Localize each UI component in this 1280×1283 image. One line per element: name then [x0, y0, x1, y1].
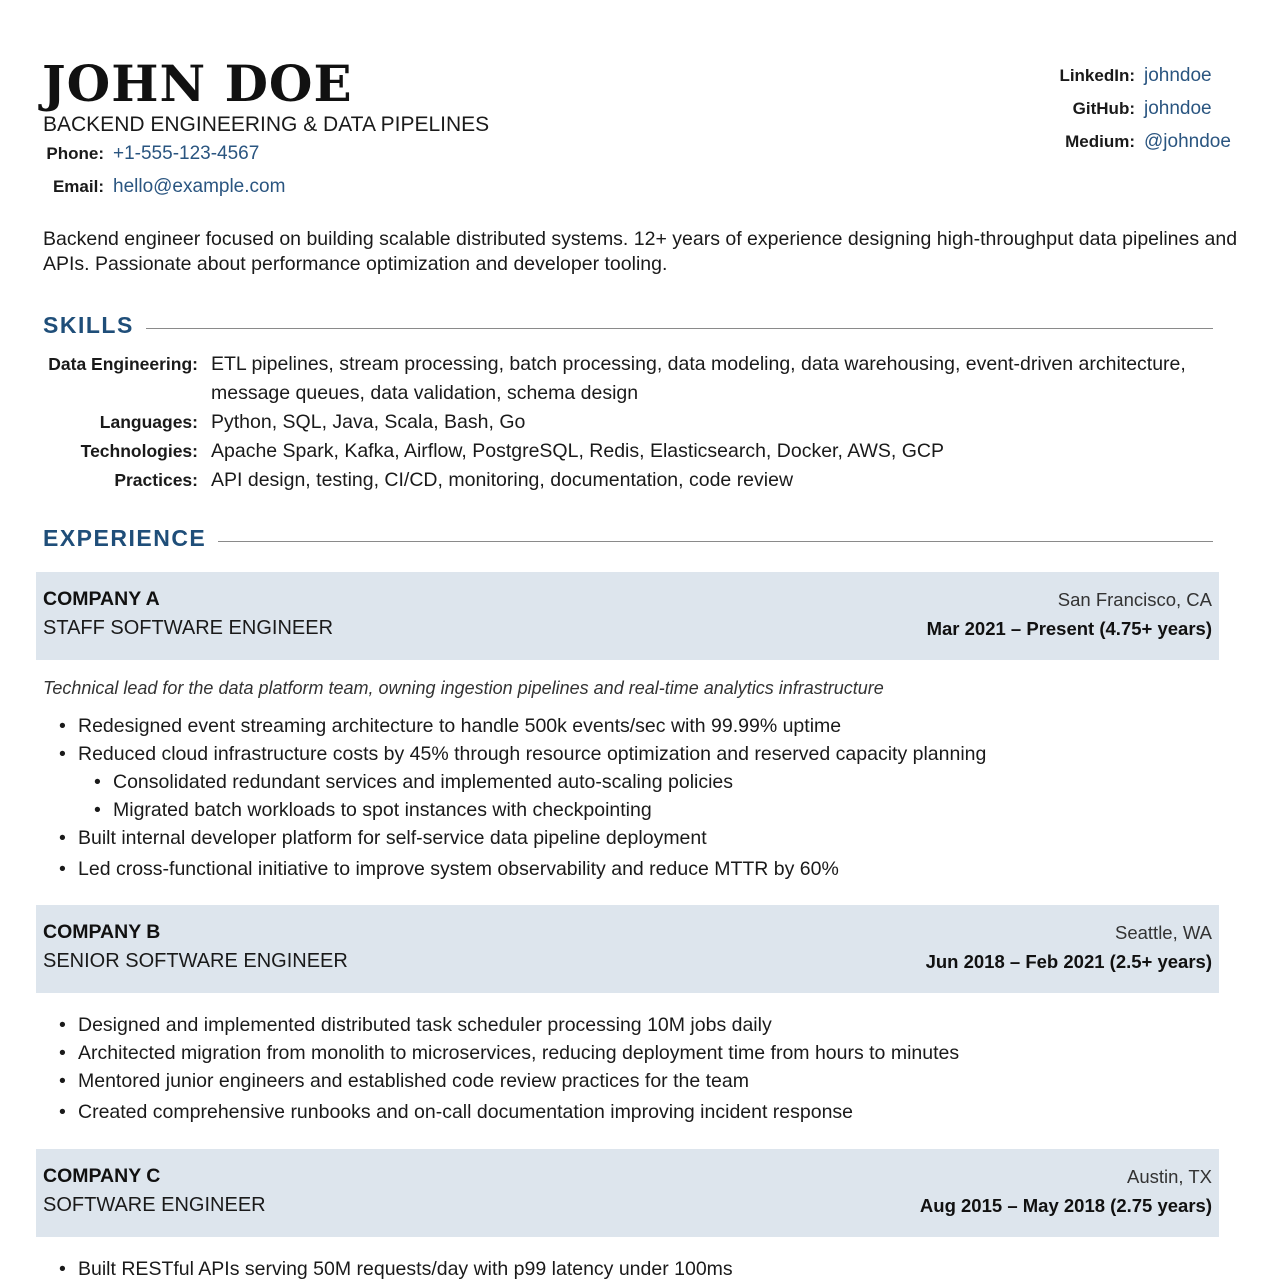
list-item: • Built internal developer platform for self-service data pipeline deployment	[43, 824, 1223, 852]
skill-value: API design, testing, CI/CD, monitoring, documentation, code review	[211, 469, 794, 491]
contact-linkedin	[1043, 65, 1237, 98]
candidate-name: JOHN DOE	[42, 54, 353, 113]
contact-github-label: GitHub:	[1072, 99, 1135, 118]
skill-value: Apache Spark, Kafka, Airflow, PostgreSQL, Redis, Elasticsearch, Docker, AWS, GCP	[211, 440, 945, 462]
list-item: • Designed and implemented distributed task scheduler processing 10M jobs daily	[43, 1011, 1223, 1039]
contact-email-label: Email:	[52, 177, 104, 196]
contact-linkedin-label: LinkedIn:	[1059, 66, 1135, 85]
list-item: • Led cross-functional initiative to improve system observability and reduce MTTR by 60%	[43, 855, 1223, 883]
contact-right	[1043, 65, 1237, 164]
list-item: • Created comprehensive runbooks and on-call documentation improving incident response	[43, 1098, 1223, 1126]
job-bullets-company-a	[43, 712, 1223, 883]
list-item: • Consolidated redundant services and implemented auto-scaling policies	[43, 768, 1223, 796]
candidate-tagline: BACKEND ENGINEERING & DATA PIPELINES	[43, 113, 490, 136]
list-item: • Migrated batch workloads to spot instances with checkpointing	[43, 796, 1223, 824]
contact-email	[43, 176, 285, 209]
job-header-company-b	[36, 905, 1219, 993]
job-location: San Francisco, CA	[1057, 589, 1212, 610]
contact-left	[43, 143, 285, 209]
summary-paragraph: Backend engineer focused on building scalable distributed systems. 12+ years of experience designing high-throughput data pipelines and APIs. Passionate about performance optimization and developer tooling.	[43, 228, 1238, 275]
skills-list	[43, 350, 1223, 495]
experience-heading: EXPERIENCE	[43, 525, 207, 551]
contact-phone	[43, 143, 285, 176]
contact-phone-label: Phone:	[46, 144, 104, 163]
skill-value: Python, SQL, Java, Scala, Bash, Go	[211, 411, 526, 433]
skills-section-header	[43, 312, 1213, 339]
job-bullets-company-b	[43, 1011, 1223, 1126]
skill-value: ETL pipelines, stream processing, batch processing, data modeling, data warehousing, event-driven architecture, message queues, data validation, schema design	[211, 353, 1186, 404]
skills-heading: SKILLS	[43, 312, 134, 338]
job-company: COMPANY A	[43, 588, 160, 610]
job-header-company-a	[36, 572, 1219, 660]
list-item: • Reduced cloud infrastructure costs by 45% through resource optimization and reserved capacity planning	[43, 740, 1223, 768]
github-link[interactable]: johndoe	[1144, 98, 1212, 119]
job-company: COMPANY C	[43, 1165, 161, 1187]
skill-label: Languages:	[99, 412, 198, 432]
job-description: Technical lead for the data platform team, owning ingestion pipelines and real-time analytics infrastructure	[43, 678, 884, 698]
job-role: SOFTWARE ENGINEER	[43, 1194, 266, 1216]
email-link[interactable]: hello@example.com	[113, 176, 286, 197]
experience-section-header	[43, 525, 1213, 552]
job-dates: Mar 2021 – Present (4.75+ years)	[926, 618, 1212, 639]
medium-link[interactable]: @johndoe	[1144, 131, 1231, 152]
list-item: • Mentored junior engineers and established code review practices for the team	[43, 1067, 1223, 1095]
skill-label: Practices:	[114, 470, 198, 490]
job-dates: Jun 2018 – Feb 2021 (2.5+ years)	[925, 951, 1212, 972]
job-bullets-company-c	[43, 1255, 1223, 1283]
contact-github	[1043, 98, 1237, 131]
job-header-company-c	[36, 1149, 1219, 1237]
skill-label: Technologies:	[80, 441, 198, 461]
contact-medium-label: Medium:	[1065, 132, 1135, 151]
linkedin-link[interactable]: johndoe	[1144, 65, 1212, 86]
job-role: STAFF SOFTWARE ENGINEER	[43, 617, 334, 639]
skill-label: Data Engineering:	[48, 354, 198, 374]
skill-row	[43, 350, 1223, 408]
phone-link[interactable]: +1-555-123-4567	[113, 143, 260, 164]
list-item: • Built RESTful APIs serving 50M requests/day with p99 latency under 100ms	[43, 1255, 1223, 1283]
job-location: Seattle, WA	[1115, 922, 1212, 943]
contact-medium	[1043, 131, 1237, 164]
list-item: • Redesigned event streaming architecture to handle 500k events/sec with 99.99% uptime	[43, 712, 1223, 740]
job-company: COMPANY B	[43, 921, 161, 943]
list-item: • Architected migration from monolith to microservices, reducing deployment time from hours to minutes	[43, 1039, 1223, 1067]
job-dates: Aug 2015 – May 2018 (2.75 years)	[919, 1195, 1212, 1216]
skill-row	[43, 466, 1223, 495]
skill-row	[43, 437, 1223, 466]
job-location: Austin, TX	[1126, 1166, 1212, 1187]
job-role: SENIOR SOFTWARE ENGINEER	[43, 950, 348, 972]
section-divider	[218, 541, 1213, 542]
section-divider	[146, 328, 1213, 329]
skill-row	[43, 408, 1223, 437]
